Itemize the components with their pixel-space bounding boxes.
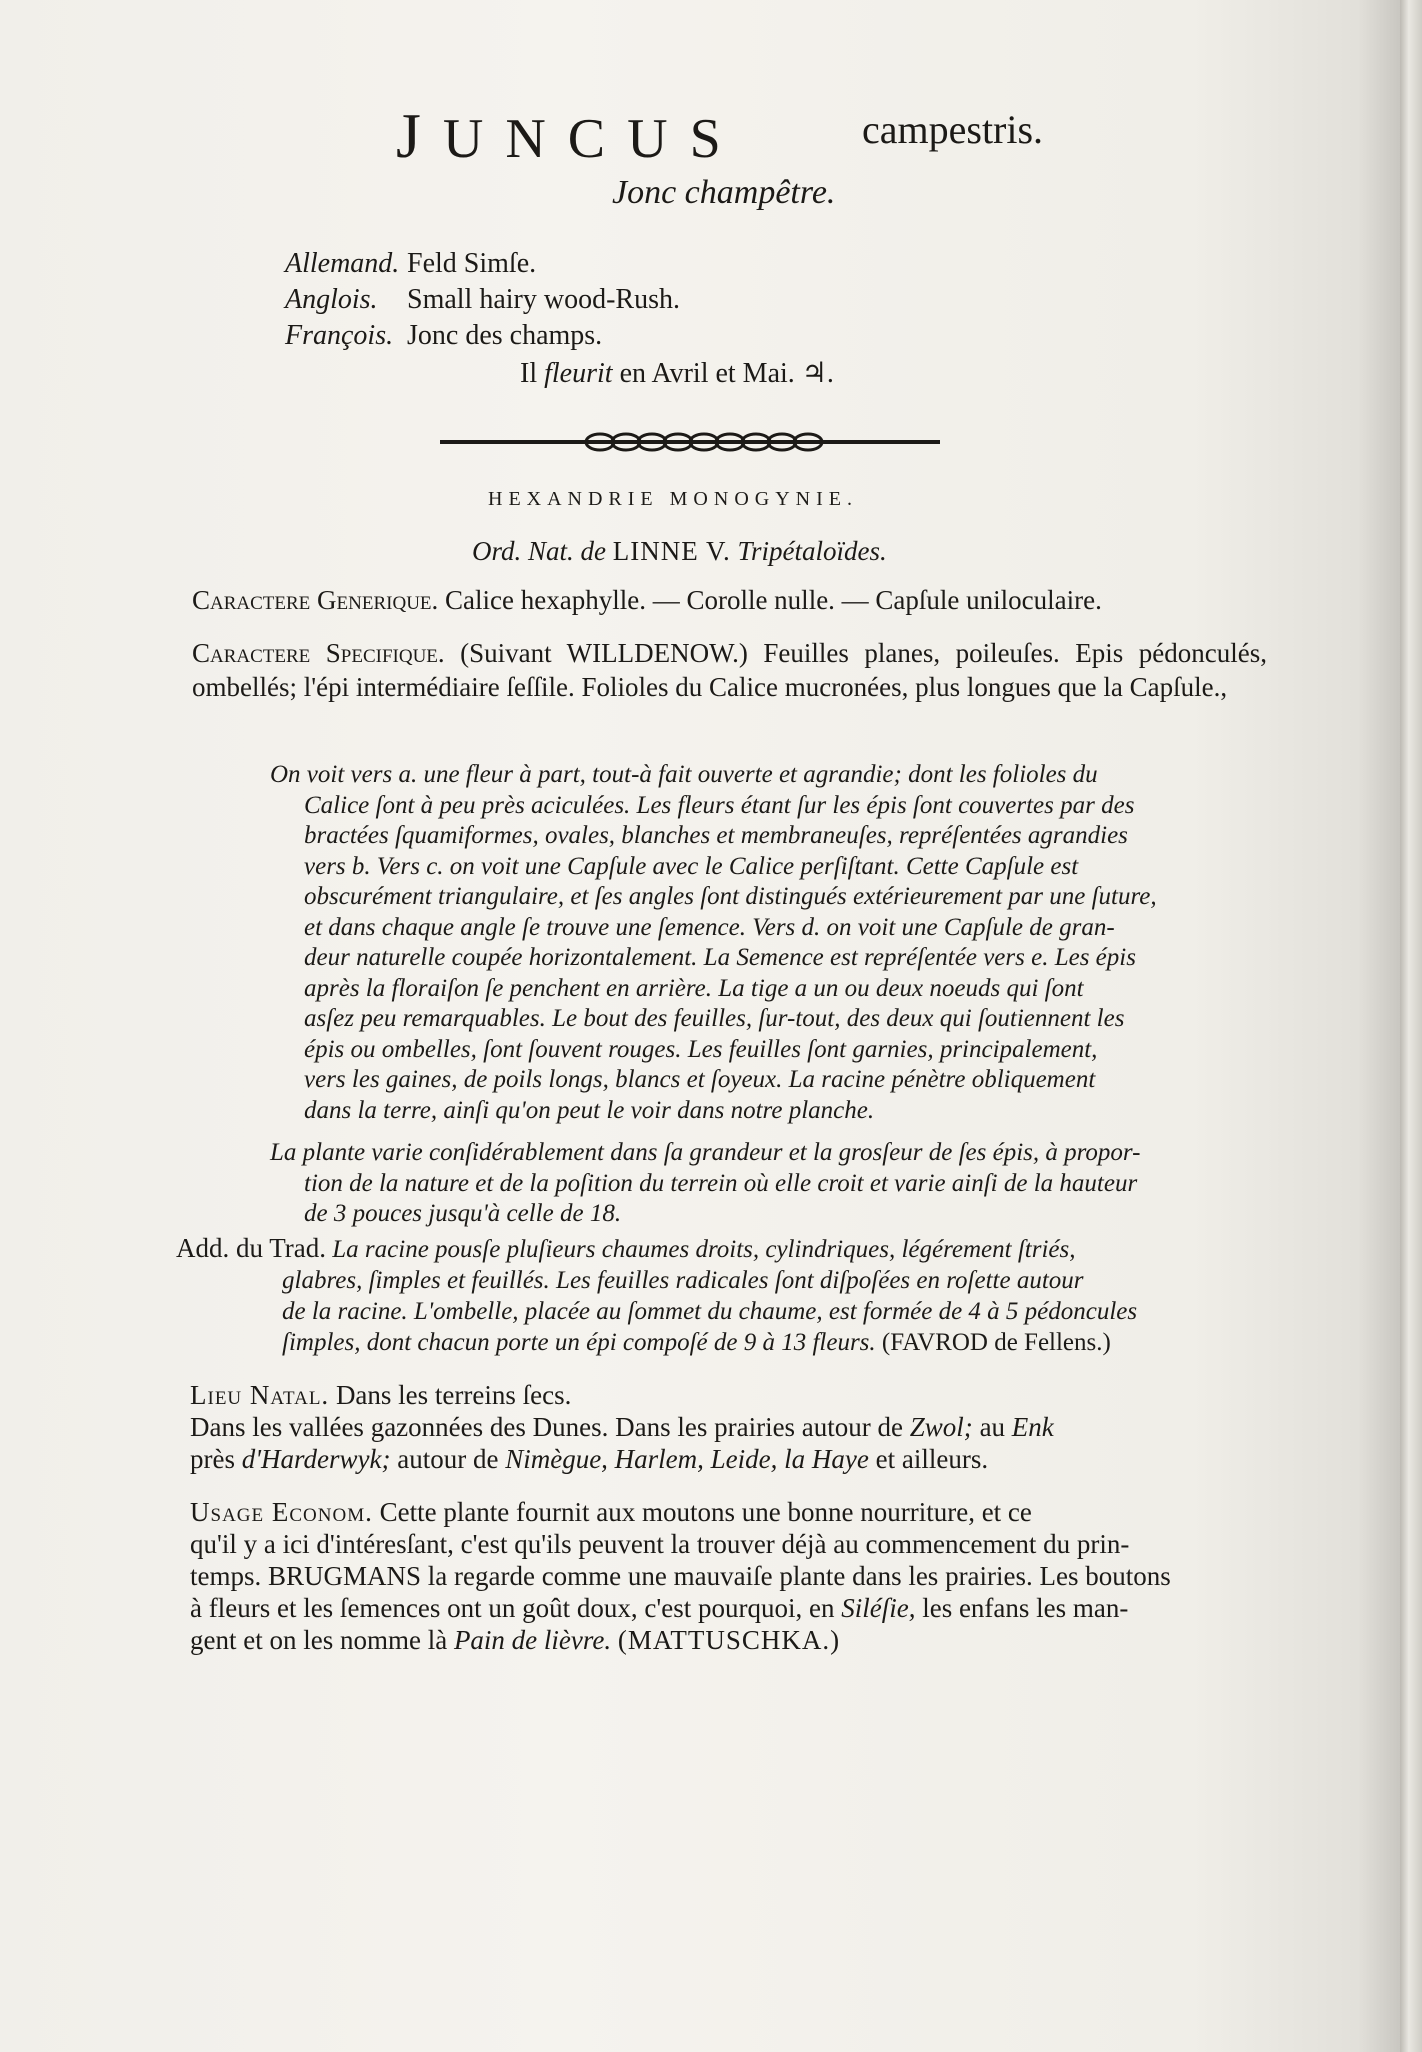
habitat-word: près [190,1444,235,1474]
plate-description [270,760,1312,1126]
addition-label: Add. du Trad. [176,1233,327,1263]
addition-line: La racine pousſe pluſieurs chaumes droits, cylindriques, légérement ſtriés, [332,1236,1076,1263]
description-line: asſez peu remarquables. Le bout des feuilles, ſur-tout, des deux qui ſoutiennent les [304,1005,1125,1032]
description-line: épis ou ombelles, ſont ſouvent rouges. Les feuilles ſont garnies, principalement, [304,1035,1098,1063]
specific-text: (Suivant WILLDENOW.) Feuilles planes, poileuſes. Epis pédonculés, ombellés; l'épi intermédiaire ſeſſile. Folioles du Calice mucronées, plus longues que la Capſule., [192,638,1268,702]
usage-credit: (MATTUSCHKA.) [617,1625,841,1655]
variation-note [270,1138,1310,1230]
habitat-label: Lieu Natal. [190,1380,330,1410]
habitat-line: Dans les terreins ſecs. [335,1380,572,1410]
description-line: vers les gaines, de poils longs, blancs et ſoyeux. La racine pénètre obliquement [304,1066,1096,1093]
usage-label: Usage Econom. [190,1497,373,1527]
page-edge [1400,0,1422,2052]
vernacular-name: Jonc des champs. [407,320,603,351]
genus-initial: J [396,100,443,171]
variation-line: La plante varie conſidérablement dans ſa grandeur et la grosſeur de ſes épis, à propor- [270,1139,1141,1166]
natural-order [472,536,887,567]
usage-line: les enfans les man- [922,1593,1129,1623]
vernacular-row [285,318,680,354]
flowering-verb: fleurit [544,358,613,389]
usage-line: temps. BRUGMANS la regarde comme une mauvaiſe plante dans les prairies. Les boutons [190,1561,1171,1591]
ord-nat-prefix: Ord. Nat. [472,536,574,566]
description-line: et dans chaque angle ſe trouve une ſemence. Vers d. on voit une Capſule de gran- [304,913,1115,941]
place-zwol: Zwol; [909,1412,973,1442]
ord-nat-group: Tripétaloïdes. [737,536,887,566]
flowering-line [520,356,834,390]
species-epithet: campestris. [862,107,1044,152]
usage-line: qu'il y a ici d'intéresſant, c'est qu'ils peuvent la trouver déjà au commencement du prin- [190,1529,1130,1559]
description-line: On voit vers a. une fleur à part, tout-à fait ouverte et agrandie; dont les folioles du [270,761,1098,788]
vernacular-name: Small hairy wood-Rush. [407,284,680,315]
habitat-line: Dans les vallées gazonnées des Dunes. Dans les prairies autour de [190,1412,904,1442]
place-list: Nimègue, Harlem, Leide, la Haye [505,1444,869,1474]
habitat-word: autour de [397,1444,499,1474]
usage-line: Cette plante fournit aux moutons une bonne nourriture, et ce [379,1497,1032,1527]
vernacular-row [285,246,680,282]
language-label: Anglois. [285,284,378,315]
specific-character [192,636,1267,704]
addition-line: ſimples, dont chacun porte un épi compoſé de 9 à 13 fleurs. [282,1329,876,1356]
habitat-section [190,1379,1310,1475]
genus-rest: UNCUS [442,108,743,170]
ornament-rule [440,428,940,456]
addition-line: de la racine. L'ombelle, placée au ſommet du chaume, est formée de 4 à 5 pédoncules [282,1298,1138,1325]
genus-title [396,100,743,171]
generic-character [192,585,1304,615]
vernacular-pain-de-lievre: Pain de lièvre. [453,1625,612,1655]
generic-text: Calice hexaphylle. — Corolle nulle. — Capſule uniloculaire. [445,585,1102,615]
usage-line: à fleurs et les ſemences ont un goût doux, c'est pourquoi, en [190,1593,835,1623]
addition-line: glabres, ſimples et feuillés. Les feuilles radicales ſont diſpoſées en roſette autour [282,1267,1084,1294]
ord-nat-de: de [580,536,606,566]
description-line: vers b. Vers c. on voit une Capſule avec le Calice perſiſtant. Cette Capſule est [304,852,1079,880]
specific-label: Caractere Specifique. [192,638,445,668]
language-label: François. [285,320,394,351]
variation-line: tion de la nature et de la poſition du terrein où elle croit et varie ainſi de la hauteur [304,1169,1138,1197]
language-label: Allemand. [285,248,400,279]
description-line: obscurément triangulaire, et ſes angles ſont distingués extérieurement par une ſuture, [304,883,1157,910]
vernacular-name: Feld Simſe. [407,248,537,279]
ord-nat-author: LINNE V. [612,536,731,566]
generic-label: Caractere Generique. [192,585,439,615]
addition-credit: (FAVROD de Fellens.) [881,1329,1111,1356]
translator-addition [176,1233,1308,1358]
linnaean-class: HEXANDRIE MONOGYNIE. [488,488,858,510]
description-line: bractées ſquamiformes, ovales, blanches et membraneuſes, repréſentées agrandies [304,822,1128,849]
variation-line: de 3 pouces jusqu'à celle de 18. [304,1200,622,1227]
flowering-pre: Il [520,358,538,389]
vernacular-row [285,282,680,318]
place-harderwyk: d'Harderwyk; [241,1444,391,1474]
description-line: deur naturelle coupée horizontalement. La Semence est repréſentée vers e. Les épis [304,944,1136,971]
description-line: après la floraiſon ſe penchent en arrière. La tige a un ou deux noeuds qui ſont [304,974,1084,1002]
habitat-word: au [979,1412,1006,1442]
description-line: Calice ſont à peu près aciculées. Les fleurs étant ſur les épis ſont couvertes par des [304,791,1135,819]
place-silesie: Siléſie, [841,1593,916,1623]
vernacular-names [285,246,680,354]
usage-line: gent et on les nomme là [190,1625,448,1655]
flowering-months: en Avril et Mai. ♃. [619,358,834,389]
common-name-french: Jonc champêtre. [612,174,836,211]
habitat-word: et ailleurs. [875,1444,989,1474]
place-enk: Enk [1011,1412,1054,1442]
description-line: dans la terre, ainſi qu'on peut le voir dans notre planche. [304,1096,875,1124]
economic-use-section [190,1496,1310,1656]
